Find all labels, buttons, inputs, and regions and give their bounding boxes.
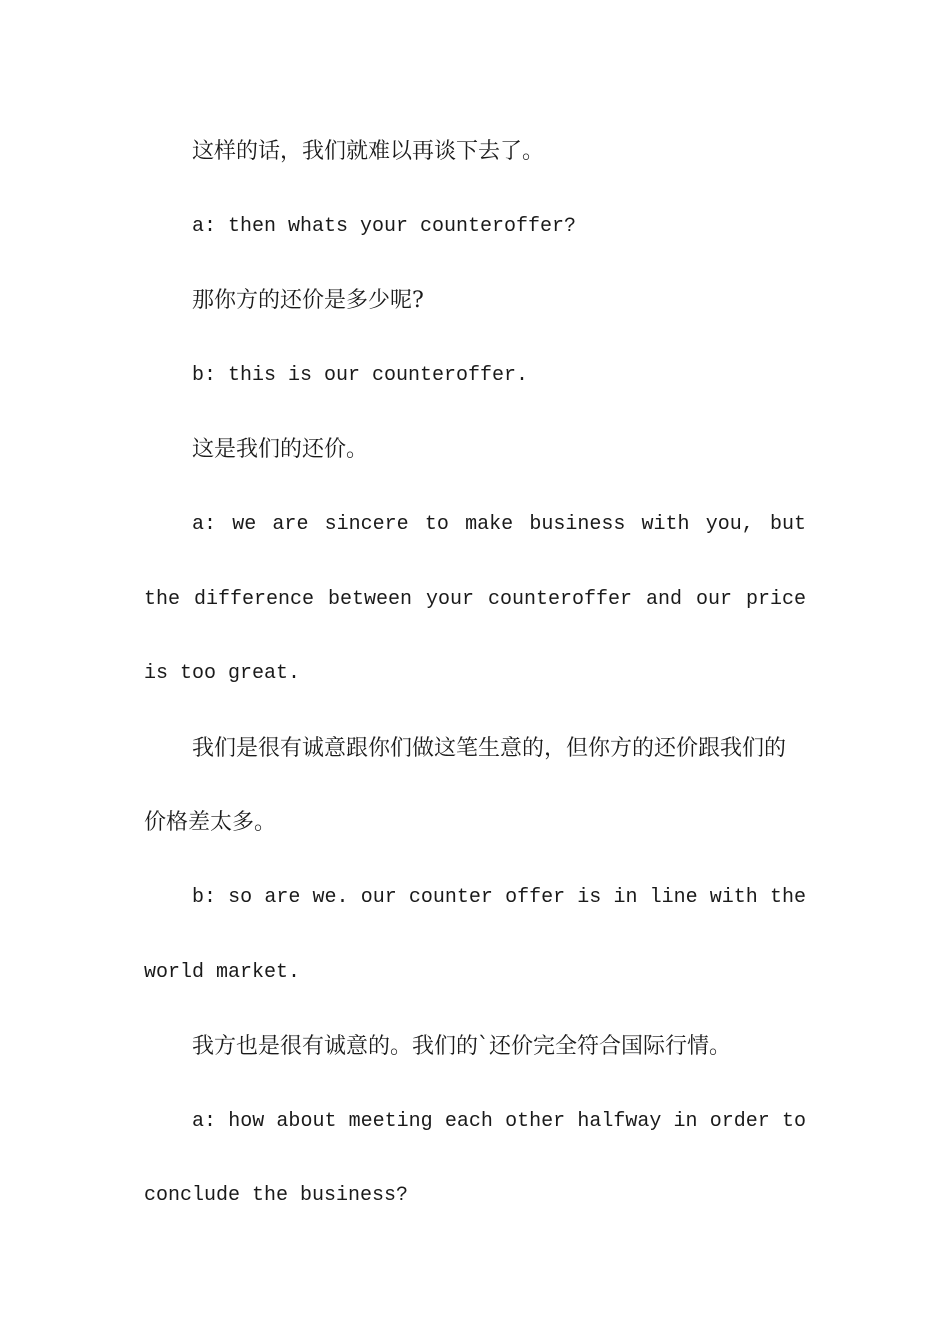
document-body	[144, 115, 806, 1234]
paragraph-en: b: this is our counteroffer.	[192, 363, 529, 387]
paragraph-en: a: then whats your counteroffer?	[192, 214, 577, 238]
paragraph-zh: 我方也是很有诚意的。我们的`还价完全符合国际行情。	[192, 1034, 732, 1060]
paragraph-en: a: we are sincere to make business with you, but the difference between your counteroffer and our price is too great.	[144, 512, 806, 686]
paragraph-zh: 我们是很有诚意跟你们做这笔生意的，但你方的还价跟我们的价格差太多。	[144, 735, 787, 836]
paragraph-zh: 这是我们的还价。	[192, 437, 369, 463]
paragraph-en: a: how about meeting each other halfway in order to conclude the business?	[144, 1109, 806, 1208]
paragraph-zh: 这样的话，我们就难以再谈下去了。	[192, 139, 545, 164]
paragraph-zh: 那你方的还价是多少呢?	[192, 288, 424, 314]
paragraph-en: b: so are we. our counter offer is in line with the world market.	[144, 885, 806, 984]
